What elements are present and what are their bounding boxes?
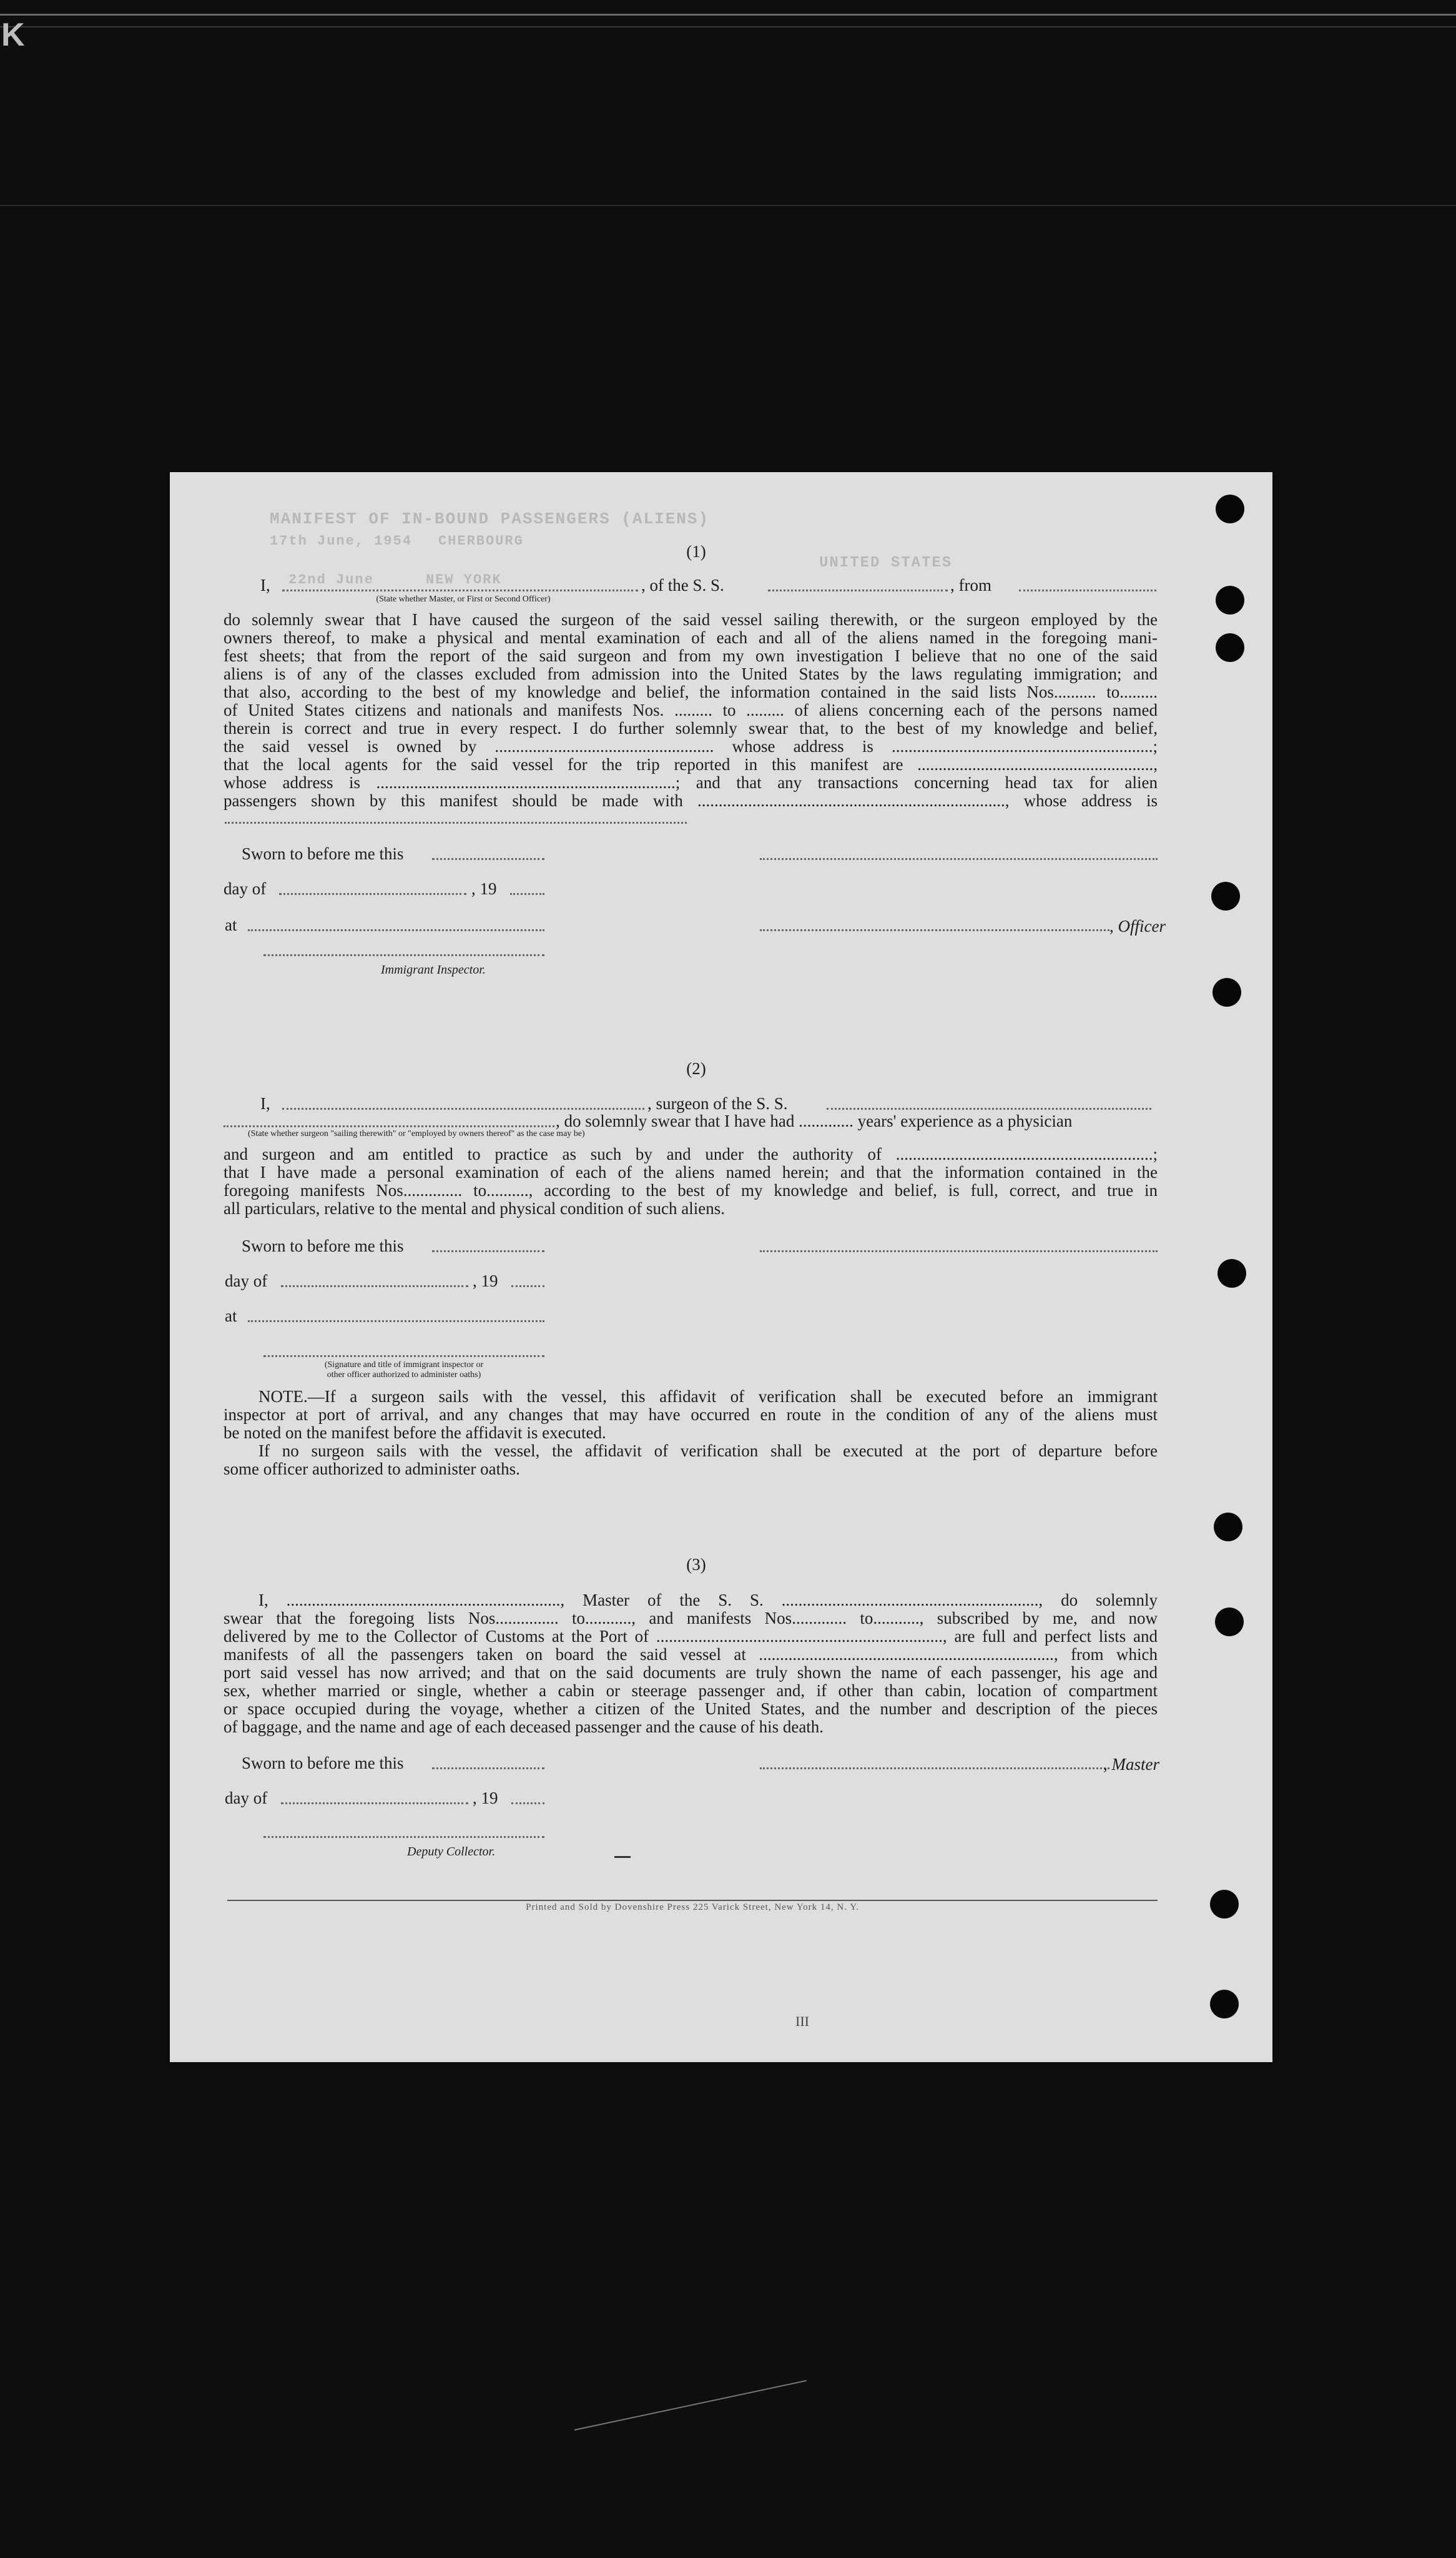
affidavit-1-at-blank: [248, 929, 544, 931]
punch-hole-4: [1211, 882, 1240, 911]
affidavit-2-i: I,: [260, 1094, 270, 1113]
bleed-through-date-2: 22nd June: [288, 572, 374, 588]
paragraph-line: NOTE.—If a surgeon sails with the vessel, this affidavit of verification shall be executed before an immigrant: [258, 1387, 1158, 1406]
punch-hole-7: [1214, 1513, 1242, 1541]
affidavit-2-sworn: Sworn to before me this: [242, 1237, 404, 1255]
affidavit-1-day-of: day of: [224, 879, 267, 898]
film-corner-mark: K: [1, 17, 25, 53]
film-separator: [0, 205, 1456, 206]
paragraph-line: some officer authorized to administer oaths.: [224, 1459, 520, 1478]
affidavit-2-authorized-blank: [263, 1355, 544, 1357]
punch-hole-10: [1210, 1990, 1239, 2018]
affidavit-1-year: , 19: [471, 879, 497, 898]
affidavit-2-at-blank: [248, 1320, 544, 1322]
affidavit-1-port-blank: [1019, 590, 1156, 591]
affidavit-1-body: [224, 611, 1158, 810]
paragraph-line: that the local agents for the said vessel for the trip reported in this manifest are ........................................................,: [224, 755, 1158, 774]
affidavit-2-year: , 19: [473, 1272, 498, 1290]
paragraph-line: delivered by me to the Collector of Customs at the Port of ...................................................................., are full and perfect lists and: [224, 1627, 1158, 1646]
bleed-through-ship: UNITED STATES: [819, 555, 953, 571]
punch-hole-5: [1213, 978, 1241, 1007]
affidavit-2-day-of: day of: [225, 1272, 268, 1290]
paragraph-line: and surgeon and am entitled to practice as such by and under the authority of .............................................................;: [224, 1145, 1158, 1163]
paragraph-line: sex, whether married or single, whether a cabin or steerage passenger and, if other than cabin, location of compartment: [224, 1681, 1158, 1700]
affidavit-1-sworn: Sworn to before me this: [242, 844, 404, 863]
affidavit-2-sworn-blank: [432, 1250, 544, 1252]
punch-hole-8: [1215, 1607, 1244, 1636]
paragraph-line: inspector at port of arrival, and any changes that may have occurred en route in the condition of any of the aliens must: [224, 1405, 1158, 1424]
affidavit-1-of-ss: , of the S. S.: [641, 576, 724, 595]
paragraph-line: port said vessel has now arrived; and that on the said documents are truly shown the name of each passenger, his age and: [224, 1663, 1158, 1682]
affidavit-3-deputy-label: Deputy Collector.: [407, 1845, 496, 1859]
bleed-through-city: NEW YORK: [426, 572, 502, 588]
affidavit-2-line2: , do solemnly swear that I have had ............. years' experience as a physician: [556, 1112, 1073, 1130]
film-scratch: [574, 2380, 807, 2431]
affidavit-2-status-note: (State whether surgeon "sailing therewith" or "employed by owners thereof" as the case may be): [248, 1129, 585, 1138]
film-border-secondary: [0, 26, 1456, 27]
affidavit-2-note-2: [224, 1442, 1158, 1478]
paragraph-line: that also, according to the best of my knowledge and belief, the information contained in the said lists Nos.......... to.........: [224, 683, 1158, 701]
paragraph-line: therein is correct and true in every respect. I do further solemnly swear that, to the best of my knowledge and belief,: [224, 719, 1158, 738]
affidavit-3-body: [224, 1591, 1158, 1736]
pencil-dash: [614, 1856, 631, 1858]
paragraph-line: that I have made a personal examination of each of the aliens named herein; and that the information contained in the: [224, 1163, 1158, 1182]
affidavit-3-year: , 19: [473, 1789, 498, 1807]
punch-hole-1: [1216, 495, 1244, 523]
affidavit-1-inspector-blank: [263, 954, 544, 956]
affidavit-2-ship-blank: [827, 1108, 1151, 1110]
paragraph-line: swear that the foregoing lists Nos............... to..........., and manifests Nos............. to..........., subscribed by me, and now: [224, 1609, 1158, 1627]
affidavit-1-day-blank: [279, 893, 466, 895]
affidavit-1-officer-label: , Officer: [1109, 917, 1166, 936]
paragraph-line: If no surgeon sails with the vessel, the affidavit of verification shall be executed at the port of departure before: [258, 1441, 1158, 1460]
affidavit-1-from: , from: [950, 576, 991, 595]
affidavit-1-title-note: (State whether Master, or First or Second Officer): [376, 595, 551, 604]
paragraph-line: or space occupied during the voyage, whether a citizen of the United States, and the number and description of the pieces: [224, 1699, 1158, 1718]
affidavit-2-year-blank: [511, 1285, 544, 1287]
paragraph-line: passengers shown by this manifest should be made with ........................................................................., whose address is: [224, 791, 1158, 810]
affidavit-2-note: [224, 1388, 1158, 1442]
affidavit-1-sworn-blank: [432, 858, 544, 860]
affidavit-2-sign-note-2: other officer authorized to administer oaths): [327, 1370, 481, 1380]
footer-rule: [227, 1900, 1158, 1901]
affidavit-2-at: at: [225, 1306, 237, 1325]
paragraph-line: all particulars, relative to the mental and physical condition of such aliens.: [224, 1199, 725, 1218]
paragraph-line: whose address is .......................................................................; and that any transactions concerning head tax for alien: [224, 773, 1158, 792]
affidavit-1-signature-blank: [760, 858, 1158, 860]
film-border-top: [0, 14, 1456, 16]
affidavit-2-surgeon-blank: [282, 1108, 644, 1110]
affidavit-1-officer-blank: [282, 590, 638, 591]
affidavit-3-number: (3): [686, 1555, 706, 1574]
affidavit-1-ship-blank: [768, 590, 948, 591]
affidavit-2-sign-note-1: (Signature and title of immigrant inspector or: [324, 1360, 484, 1370]
paragraph-line: be noted on the manifest before the affidavit is executed.: [224, 1423, 606, 1442]
affidavit-2-body: [224, 1145, 1158, 1218]
paragraph-line: manifests of all the passengers taken on board the said vessel at ......................................................................, from which: [224, 1645, 1158, 1664]
affidavit-2-day-blank: [281, 1285, 468, 1287]
punch-hole-2: [1216, 586, 1244, 615]
affidavit-1-officer-sign-blank: [760, 929, 1109, 931]
affidavit-3-day-of: day of: [225, 1789, 268, 1807]
affidavit-3-day-blank: [281, 1802, 468, 1804]
punch-hole-6: [1217, 1259, 1246, 1288]
affidavit-3-sworn-blank: [432, 1767, 544, 1769]
paragraph-line: of United States citizens and nationals and manifests Nos. ......... to ......... of aliens concerning each of the persons named: [224, 701, 1158, 719]
punch-hole-3: [1216, 633, 1244, 662]
affidavit-1-number: (1): [686, 542, 706, 561]
paragraph-line: of baggage, and the name and age of each deceased passenger and the cause of his death.: [224, 1717, 824, 1736]
manifest-affidavit-page: [170, 472, 1272, 2062]
affidavit-3-collector-blank: [263, 1836, 544, 1838]
printer-imprint: Printed and Sold by Dovenshire Press 225 Varick Street, New York 14, N. Y.: [526, 1902, 859, 1912]
paragraph-line: aliens is of any of the classes excluded from admission into the United States by the laws regulating immigration; and: [224, 664, 1158, 683]
bleed-through-header: MANIFEST OF IN-BOUND PASSENGERS (ALIENS): [270, 510, 710, 528]
paragraph-line: fest sheets; that from the report of the said surgeon and from my own investigation I believe that no one of the said: [224, 646, 1158, 665]
affidavit-1-address-line: [225, 822, 687, 824]
affidavit-3-master-blank: [760, 1767, 1109, 1769]
affidavit-1-i: I,: [260, 576, 270, 595]
paragraph-line: I, ................................................................., Master of the S. S. ............................................................., do solemnly: [258, 1591, 1158, 1609]
affidavit-3-master-label: , Master: [1103, 1755, 1159, 1774]
paragraph-line: the said vessel is owned by .................................................... whose address is ..............................................................;: [224, 737, 1158, 756]
affidavit-2-status-blank: [224, 1125, 554, 1127]
affidavit-2-surgeon: , surgeon of the S. S.: [647, 1094, 788, 1113]
paragraph-line: do solemnly swear that I have caused the surgeon of the said vessel sailing therewith, or the surgeon employed by the: [224, 610, 1158, 629]
affidavit-3-sworn: Sworn to before me this: [242, 1754, 404, 1772]
paragraph-line: owners thereof, to make a physical and mental examination of each and all of the aliens named in the foregoing mani-: [224, 628, 1158, 647]
affidavit-1-inspector-label: Immigrant Inspector.: [381, 963, 486, 977]
page-mark: III: [795, 2013, 809, 2029]
bleed-through-date: 17th June, 1954: [270, 533, 413, 549]
affidavit-2-number: (2): [686, 1059, 706, 1078]
punch-hole-9: [1210, 1890, 1239, 1918]
affidavit-1-at: at: [225, 916, 237, 934]
affidavit-2-signature-blank: [760, 1250, 1158, 1252]
bleed-through-port: CHERBOURG: [438, 533, 524, 549]
affidavit-3-year-blank: [511, 1802, 544, 1804]
paragraph-line: foregoing manifests Nos.............. to.........., according to the best of my knowledge and belief, is full, correct, and true in: [224, 1181, 1158, 1200]
affidavit-1-year-blank: [510, 893, 544, 895]
